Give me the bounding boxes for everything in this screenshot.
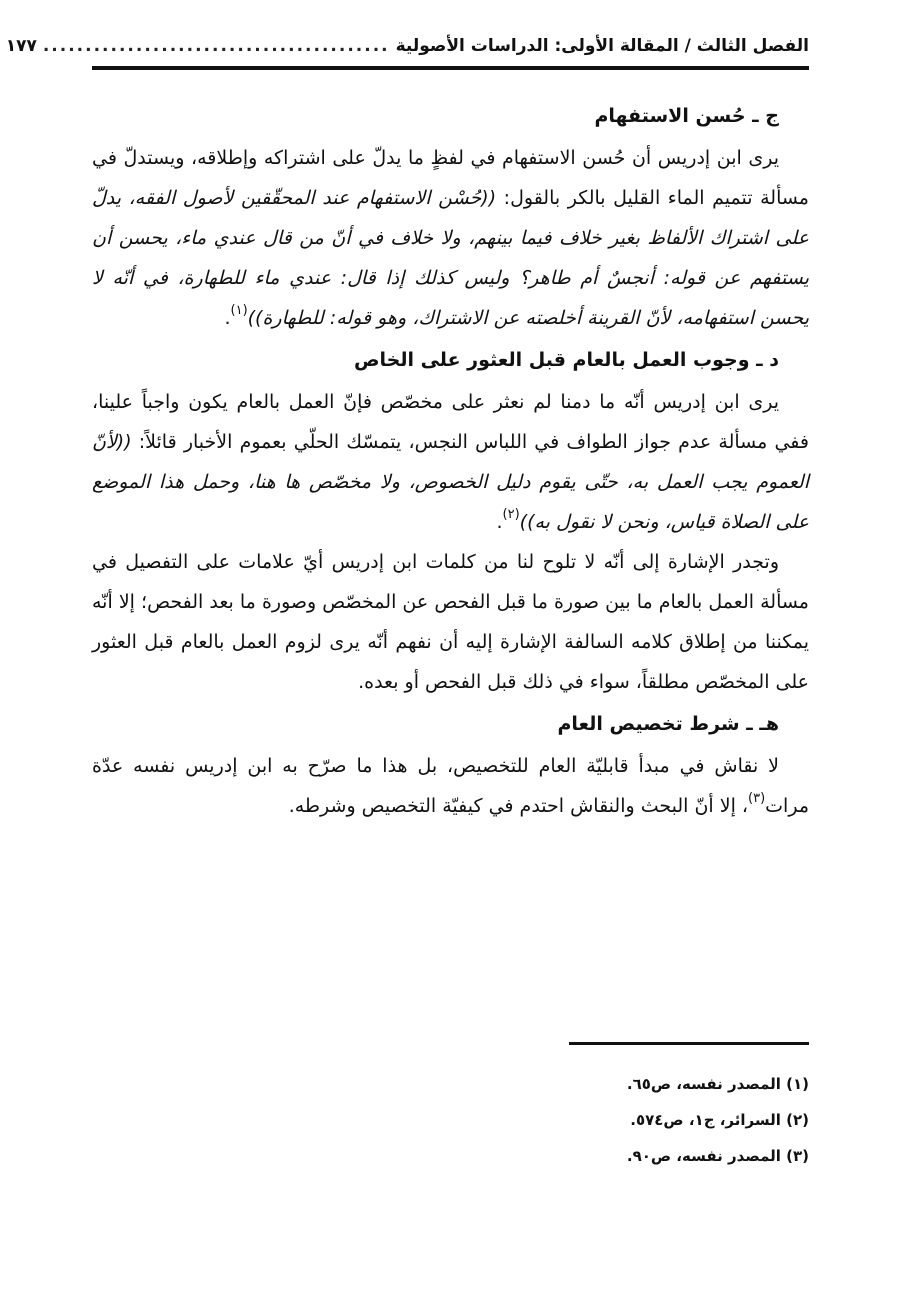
running-header (5, 30, 809, 62)
footnote-2: (٢) السرائر، ج١، ص٥٧٤. (630, 1111, 809, 1129)
paragraph-d-1 (92, 382, 809, 542)
paragraph-d-2: وتجدر الإشارة إلى أنّه لا تلوح لنا من كلمات ابن إدريس أيّ علامات على التفصيل في مسألة العمل بالعام ما بين صورة ما قبل الفحص عن المخصّص وصورة ما بعد الفحص؛ إلا أنّه يمكننا من إطلاق كلامه السالفة الإشارة إليه أن نفهم أنّه يرى لزوم العمل بالعام قبل العثور على المخصّص مطلقاً، سواء في ذلك قبل الفحص أو بعده. (92, 551, 809, 693)
header-leader-dots: ......................................... (42, 36, 390, 56)
section-heading-d: د ـ وجوب العمل بالعام قبل العثور على الخاص (353, 349, 779, 371)
paragraph-j (92, 138, 809, 338)
paragraph-j-end: . (224, 307, 231, 329)
paragraph-j-text: يرى ابن إدريس أن حُسن الاستفهام في لفظٍ ما يدلّ على اشتراكه وإطلاقه، ويستدلّ في مسألة تتميم الماء القليل بالكر بالقول: (92, 147, 809, 209)
page-body (92, 94, 809, 826)
section-heading-h: هـ ـ شرط تخصيص العام (557, 713, 779, 735)
header-title: الفصل الثالث / المقالة الأولى: الدراسات الأصولية (395, 36, 809, 56)
header-rule (92, 66, 809, 70)
section-heading-j: ج ـ حُسن الاستفهام (594, 105, 779, 127)
footnote-ref-3[interactable]: (٣) (748, 791, 766, 806)
paragraph-d-1-end: . (496, 511, 503, 533)
footnote-3: (٣) المصدر نفسه، ص٩٠. (626, 1147, 809, 1165)
footnote-rule (569, 1042, 809, 1045)
page-number: ١٧٧ (5, 36, 37, 56)
footnote-1: (١) المصدر نفسه، ص٦٥. (626, 1075, 809, 1093)
paragraph-d-1-text: يرى ابن إدريس أنّه ما دمنا لم نعثر على مخصّص فإنّ العمل بالعام يكون واجباً علينا، ففي مسألة عدم جواز الطواف في اللباس النجس، يتمسّك الحلّي بعموم الأخبار قائلاً: (92, 391, 809, 453)
quote-j: ((حُسْن الاستفهام عند المحقّقين لأصول الفقه، يدلّ على اشتراك الألفاظ بغير خلاف فيما بينهم، ولا خلاف في أنّ من قال عندي ماء، يحسن أن يستفهم عن قوله: أنجسٌ أم طاهر؟ وليس كذلك إذا قال: عندي ماء للطهارة، في أنّه لا يحسن استفهامه، لأنّ القرينة أخلصته عن الاشتراك، وهو قوله: للطهارة)) (92, 187, 809, 329)
footnote-ref-2[interactable]: (٢) (502, 507, 520, 522)
paragraph-h-text-2: ، إلا أنّ البحث والنقاش احتدم في كيفيّة التخصيص وشرطه. (288, 795, 749, 817)
quote-d: ((لأنّ العموم يجب العمل به، حتّى يقوم دليل الخصوص، ولا مخصّص ها هنا، وحمل هذا الموضع على الصلاة قياس، ونحن لا نقول به)) (92, 431, 809, 533)
footnote-ref-1[interactable]: (١) (230, 303, 248, 318)
paragraph-h-text-1: لا نقاش في مبدأ قابليّة العام للتخصيص، بل هذا ما صرّح به ابن إدريس نفسه عدّة مرات (92, 755, 809, 817)
paragraph-h (92, 746, 809, 826)
footnotes (92, 1066, 809, 1174)
